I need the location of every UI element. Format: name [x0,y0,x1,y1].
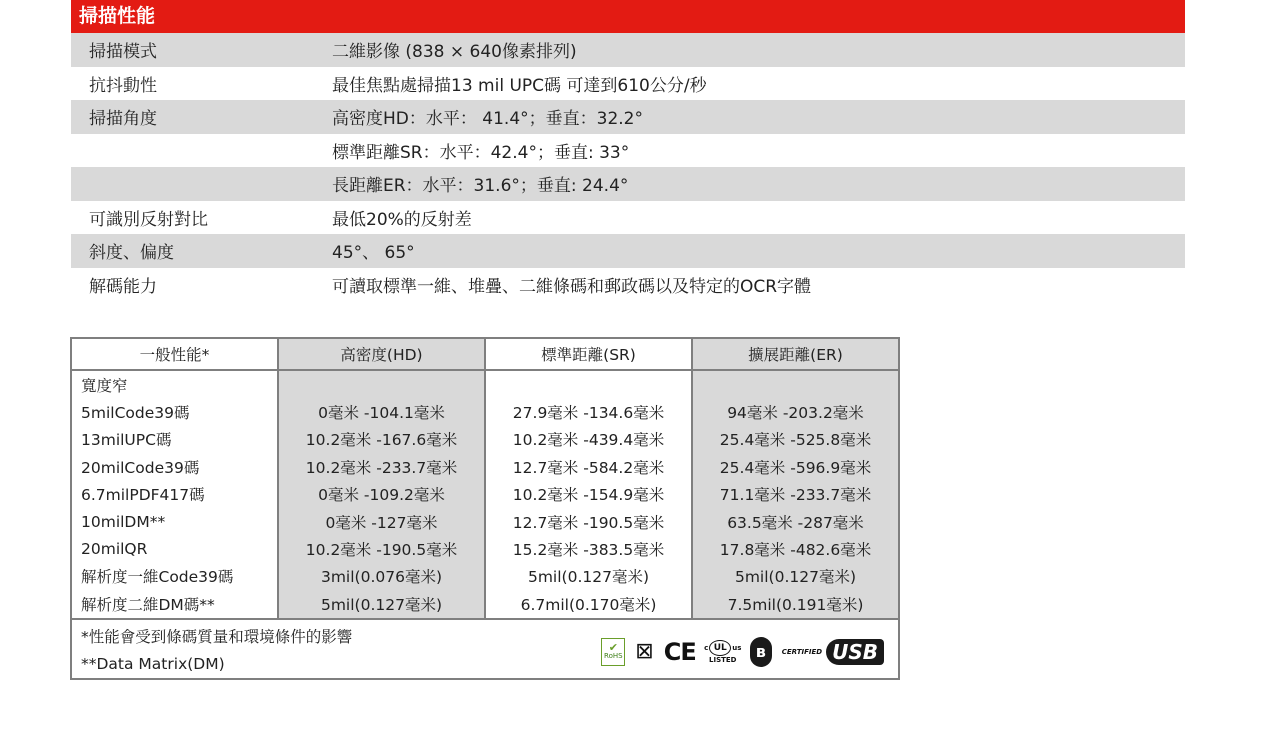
spec-value: 最佳焦點處掃描13 mil UPC碼 可達到610公分/秒 [332,75,707,96]
performance-table [70,337,900,680]
spec-row [71,234,1185,268]
hd-value: 10.2毫米 -233.7毫米 [278,453,485,480]
spec-value: 45°、 65° [332,243,415,264]
spec-key: 解碼能力 [89,276,157,297]
er-value: 5mil(0.127毫米) [692,563,899,590]
column-header: 一般性能* [71,338,278,370]
sr-value: 12.7毫米 -584.2毫米 [485,453,692,480]
certification-logos [601,636,884,668]
table-row [71,508,899,535]
ce-mark-icon: CE [663,637,696,666]
hd-value: 0毫米 -127毫米 [278,508,485,535]
sr-value: 27.9毫米 -134.6毫米 [485,398,692,425]
footnote-cell [71,619,899,679]
bluetooth-icon: ʙ [750,637,772,667]
footer-row [71,619,899,679]
table-row [71,563,899,590]
row-label: 20milCode39碼 [71,453,278,480]
er-value: 63.5毫米 -287毫米 [692,508,899,535]
hd-value: 0毫米 -109.2毫米 [278,481,485,508]
row-label: 6.7milPDF417碼 [71,481,278,508]
hd-value: 10.2毫米 -190.5毫米 [278,535,485,562]
hd-value: 10.2毫米 -167.6毫米 [278,426,485,453]
spec-row [71,201,1185,235]
sr-value: 15.2毫米 -383.5毫米 [485,535,692,562]
row-label: 13milUPC碼 [71,426,278,453]
table-row [71,481,899,508]
er-value: 94毫米 -203.2毫米 [692,398,899,425]
table-cell [278,370,485,398]
hd-value: 3mil(0.076毫米) [278,563,485,590]
table-row [71,453,899,480]
table-row [71,398,899,425]
spec-key: 掃描模式 [89,42,157,63]
table-row [71,535,899,562]
row-label: 解析度二維DM碼** [71,590,278,618]
spec-value: 二維影像 (838 × 640像素排列) [332,42,577,63]
row-label: 解析度一維Code39碼 [71,563,278,590]
sr-value: 6.7mil(0.170毫米) [485,590,692,618]
column-header: 高密度(HD) [278,338,485,370]
hd-value: 0毫米 -104.1毫米 [278,398,485,425]
row-label: 5milCode39碼 [71,398,278,425]
weee-bin-icon: ⊠ [635,639,654,665]
spec-list [71,33,1185,301]
spec-key: 可識別反射對比 [89,209,208,230]
spec-row [71,67,1185,101]
ul-listed-icon: c UL us LISTED [706,636,740,668]
usb-logo-icon: USB [826,639,884,665]
table-row [71,426,899,453]
spec-row [71,134,1185,168]
spec-value: 標準距離SR：水平：42.4°；垂直: 33° [332,142,630,163]
usb-certified-label: CERTIFIED [781,647,823,656]
table-row [71,590,899,618]
table-cell [485,370,692,398]
table-row [71,370,899,398]
column-header: 標準距離(SR) [485,338,692,370]
row-label: 10milDM** [71,508,278,535]
section-label: 寬度窄 [71,370,278,398]
spec-row [71,100,1185,134]
spec-value: 高密度HD：水平： 41.4°；垂直：32.2° [332,109,643,130]
spec-row [71,268,1185,302]
spec-key: 抗抖動性 [89,75,157,96]
section-title: 掃描性能 [71,0,1185,33]
sr-value: 10.2毫米 -439.4毫米 [485,426,692,453]
spec-value: 最低20%的反射差 [332,209,472,230]
column-header: 擴展距離(ER) [692,338,899,370]
spec-value: 可讀取標準一維、堆疊、二維條碼和郵政碼以及特定的OCR字體 [332,276,812,297]
table-header-row [71,338,899,370]
sr-value: 5mil(0.127毫米) [485,563,692,590]
sr-value: 12.7毫米 -190.5毫米 [485,508,692,535]
er-value: 25.4毫米 -525.8毫米 [692,426,899,453]
table-cell [692,370,899,398]
spec-value: 長距離ER：水平：31.6°；垂直: 24.4° [332,176,629,197]
er-value: 71.1毫米 -233.7毫米 [692,481,899,508]
spec-key: 掃描角度 [89,109,157,130]
spec-row [71,33,1185,67]
spec-key: 斜度、偏度 [89,243,174,264]
footnote: *性能會受到條碼質量和環境條件的影響 [81,627,353,646]
er-value: 25.4毫米 -596.9毫米 [692,453,899,480]
rohs-icon: ✔ RoHS [601,638,625,666]
footnote: **Data Matrix(DM) [81,654,225,673]
er-value: 17.8毫米 -482.6毫米 [692,535,899,562]
row-label: 20milQR [71,535,278,562]
hd-value: 5mil(0.127毫米) [278,590,485,618]
er-value: 7.5mil(0.191毫米) [692,590,899,618]
sr-value: 10.2毫米 -154.9毫米 [485,481,692,508]
spec-row [71,167,1185,201]
